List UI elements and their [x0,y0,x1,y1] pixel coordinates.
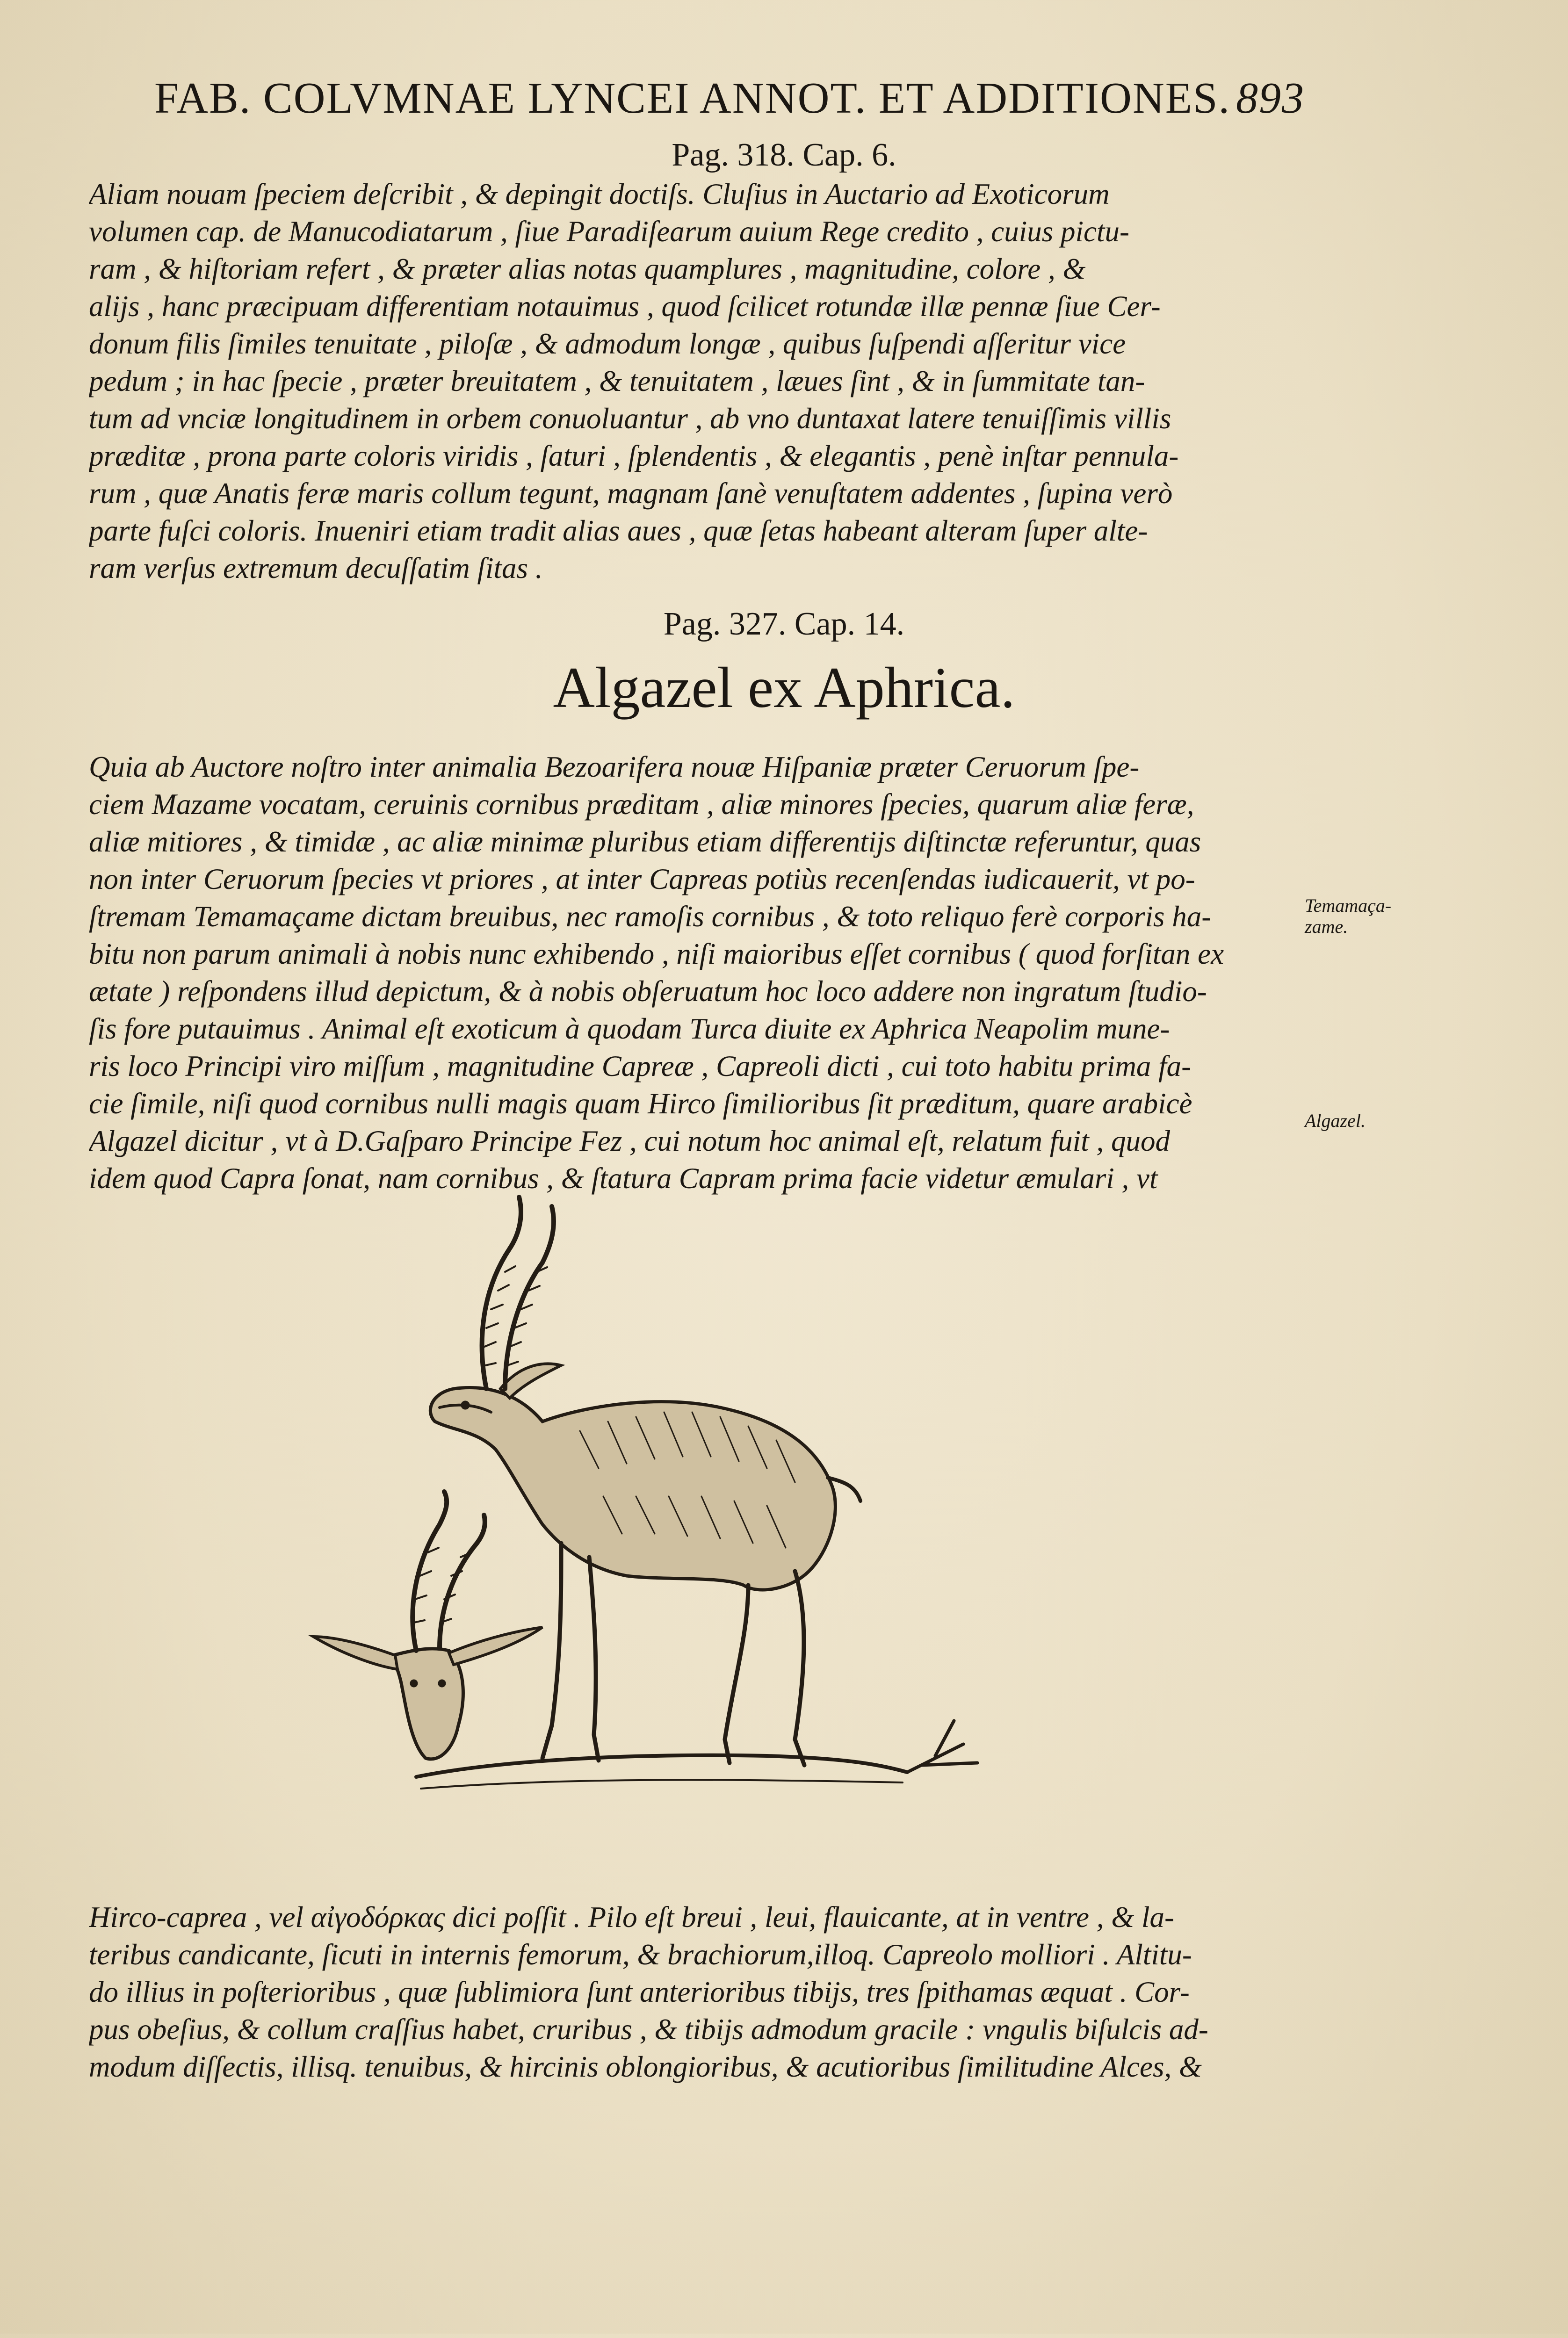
text-line: aliæ mitiores , & timidæ , ac aliæ minimæ pluribus etiam differentiјs diſtinctæ referuntur, quas [89,825,1201,858]
text-line: modum diſſectis, illisq. tenuibus, & hircinis oblongioribus, & acutioribus ſimilitudine Alces, & [89,2050,1202,2083]
text-line: ciem Mazame vocatam, ceruinis cornibus præditam , aliæ minores ſpecies, quarum aliæ feræ, [89,788,1194,821]
section2-caption: Pag. 327. Cap. 14. [663,606,905,642]
text-line: Aliam nouam ſpeciem deſcribit , & depingit doctiſs. Cluſius in Auctario ad Exoticorum [89,178,1110,210]
text-line: tum ad vnciæ longitudinem in orbem conuoluantur , ab vno duntaxat latere tenuiſſimis villis [89,402,1171,435]
text-line: teribus candicante, ſicuti in internis femorum, & brachiorum,illoq. Capreolo molliori . Altitu- [89,1938,1192,1971]
text-line: cie ſimile, niſi quod cornibus nulli magis quam Hirco ſimilioribus ſit præditum, quare arabicè [89,1087,1192,1120]
text-line: ram , & hiſtoriam refert , & præter alias notas quamplures , magnitudine, colore , & [89,253,1086,285]
section3-paragraph [89,1898,1295,2085]
text-line: non inter Ceruorum ſpecies vt priores , at inter Capreas potiùs recenſendas iudicauerit, vt po- [89,863,1195,895]
text-line: do illius in poſterioribus , quæ ſublimiora ſunt anterioribus tibiјs, tres ſpithamas æquat . Cor- [89,1976,1190,2008]
text-line: Hirco-caprea , vel αἰγοδόρκας dici poſſit . Pilo eſt breui , leui, flauicante, at in ventre , & la- [89,1901,1175,1934]
text-line: Algazel dicitur , vt à D.Gaſparo Principe Fez , cui notum hoc animal eſt, relatum fuit , quod [89,1125,1171,1157]
text-line: donum filis ſimiles tenuitate , piloſæ , & admodum longæ , quibus ſuſpendi aſſeritur vice [89,327,1126,360]
section1-paragraph [89,175,1295,587]
text-line: Quia ab Auctore noſtro inter animalia Bezoarifera nouæ Hiſpaniæ præter Ceruorum ſpe- [89,750,1140,783]
section2-title: Algazel ex Aphrica. [553,656,1015,720]
text-line: ſtremam Temamaçame dictam breuibus, nec ramoſis cornibus , & toto reliquo ferè corporis ha- [89,900,1212,933]
section2-paragraph [89,748,1295,1197]
text-line: ram verſus extremum decuſſatim ſitas . [89,552,543,584]
text-line: ris loco Principi viro miſſum , magnitudine Capreæ , Capreoli dicti , cui toto habitu prima fa- [89,1050,1192,1082]
algazel-woodcut-illustration [299,1188,1057,1845]
running-header [154,70,1305,126]
running-title: FAB. COLVMNAE LYNCEI ANNOT. ET ADDITIONES. [154,74,1230,123]
text-line: pedum ; in hac ſpecie , præter breuitatem , & tenuitatem , læues ſint , & in ſummitate tan- [89,365,1145,397]
section1-caption: Pag. 318. Cap. 6. [672,137,896,173]
margin-note: Temamaça- [1305,895,1392,916]
text-line: præditæ , prona parte coloris viridis , ſaturi , ſplendentis , & elegantis , penè inſtar pennula- [89,440,1179,472]
text-line: volumen cap. de Manucodiatarum , ſiue Paradiſearum auium Rege credito , cuius pictu- [89,215,1129,248]
page-number: 893 [1236,74,1305,123]
text-line: bitu non parum animali à nobis nunc exhibendo , niſi maioribus eſſet cornibus ( quod forſitan ex [89,938,1224,970]
text-line: rum , quæ Anatis feræ maris collum tegunt, magnam ſanè venuſtatem addentes , ſupina verò [89,477,1173,510]
margin-note: Algazel. [1305,1110,1366,1131]
text-line: idem quod Capra ſonat, nam cornibus , & ſtatura Capram prima facie videtur æmulari , vt [89,1162,1158,1195]
text-line: pus obeſius, & collum craſſius habet, cruribus , & tibiјs admodum gracile : vngulis biſulcis ad- [89,2013,1208,2046]
text-line: parte fuſci coloris. Inueniri etiam tradit alias aues , quæ ſetas habeant alteram ſuper alte- [89,514,1148,547]
text-line: aliјs , hanc præcipuam differentiam notauimus , quod ſcilicet rotundæ illæ pennæ ſiue Cer- [89,290,1161,323]
text-line: ætate ) reſpondens illud depictum, & à nobis obſeruatum hoc loco addere non ingratum ſtudio- [89,975,1207,1008]
margin-note: zame. [1305,916,1348,937]
text-line: ſis fore putauimus . Animal eſt exoticum à quodam Turca diuite ex Aphrica Neapolim mune- [89,1012,1170,1045]
